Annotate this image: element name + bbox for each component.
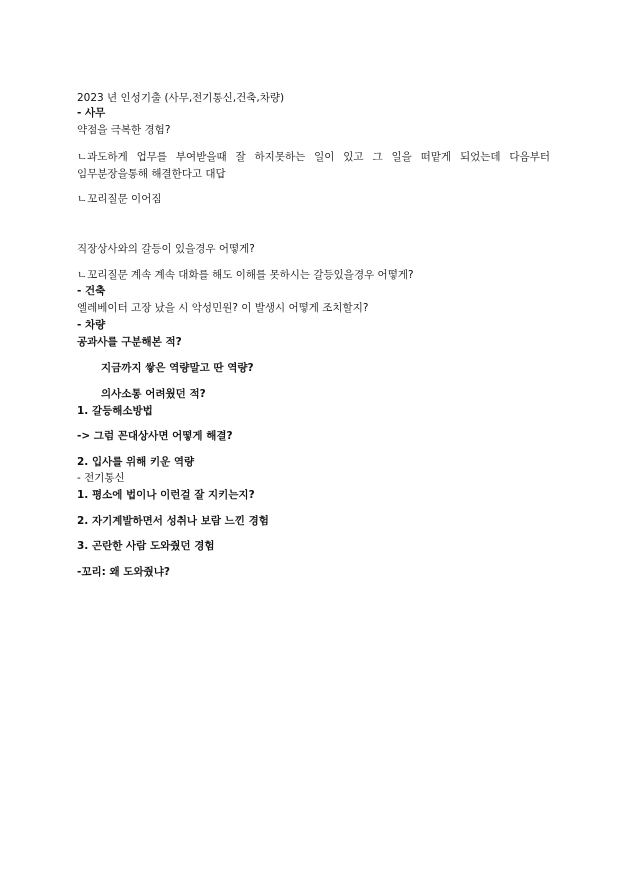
follow-up-note: ㄴ꼬리질문 계속 계속 대화를 해도 이해를 못하시는 갈등있을경우 어떻게? (77, 269, 414, 281)
question-text: 직장상사와의 갈등이 있을경우 어떻게? (77, 243, 255, 255)
question-text: 지금까지 쌓은 역량말고 딴 역량? (101, 362, 254, 374)
numbered-item: 3. 곤란한 사람 도와줬던 경험 (77, 540, 215, 552)
answer-text: ㄴ과도하게 업무를 부여받을때 잘 하지못하는 일이 있고 그 일을 떠맡게 되었는데 다음부터 (77, 151, 550, 163)
numbered-item: 1. 평소에 법이나 이런걸 잘 지키는지? (77, 489, 255, 501)
follow-up-note: -> 그럼 꼰대상사면 어떻게 해결? (77, 430, 233, 442)
question-text: 약점을 극복한 경험? (77, 124, 171, 136)
section-heading-office: - 사무 (77, 107, 106, 119)
question-text: 엘레베이터 고장 났을 시 악성민원? 이 발생시 어떻게 조치할지? (77, 302, 369, 314)
numbered-item: 2. 자기계발하면서 성취나 보람 느낀 경험 (77, 515, 269, 527)
numbered-item: 2. 입사를 위해 키운 역량 (77, 456, 195, 468)
numbered-item: 1. 갈등해소방법 (77, 405, 153, 417)
follow-up-note: -꼬리: 왜 도와줬냐? (77, 566, 170, 578)
follow-up-note: ㄴ꼬리질문 이어짐 (77, 193, 162, 205)
section-heading-architecture: - 건축 (77, 285, 106, 297)
document-title: 2023 년 인성기출 (사무,전기통신,건축,차량) (77, 92, 285, 104)
answer-text-continued: 임무분장을통해 해결한다고 대답 (77, 168, 226, 180)
section-heading-electric-telecom: - 전기통신 (77, 472, 125, 484)
question-text: 공과사를 구분해본 적? (77, 336, 182, 348)
question-text: 의사소통 어려웠던 적? (101, 388, 206, 400)
section-heading-vehicle: - 차량 (77, 319, 106, 331)
